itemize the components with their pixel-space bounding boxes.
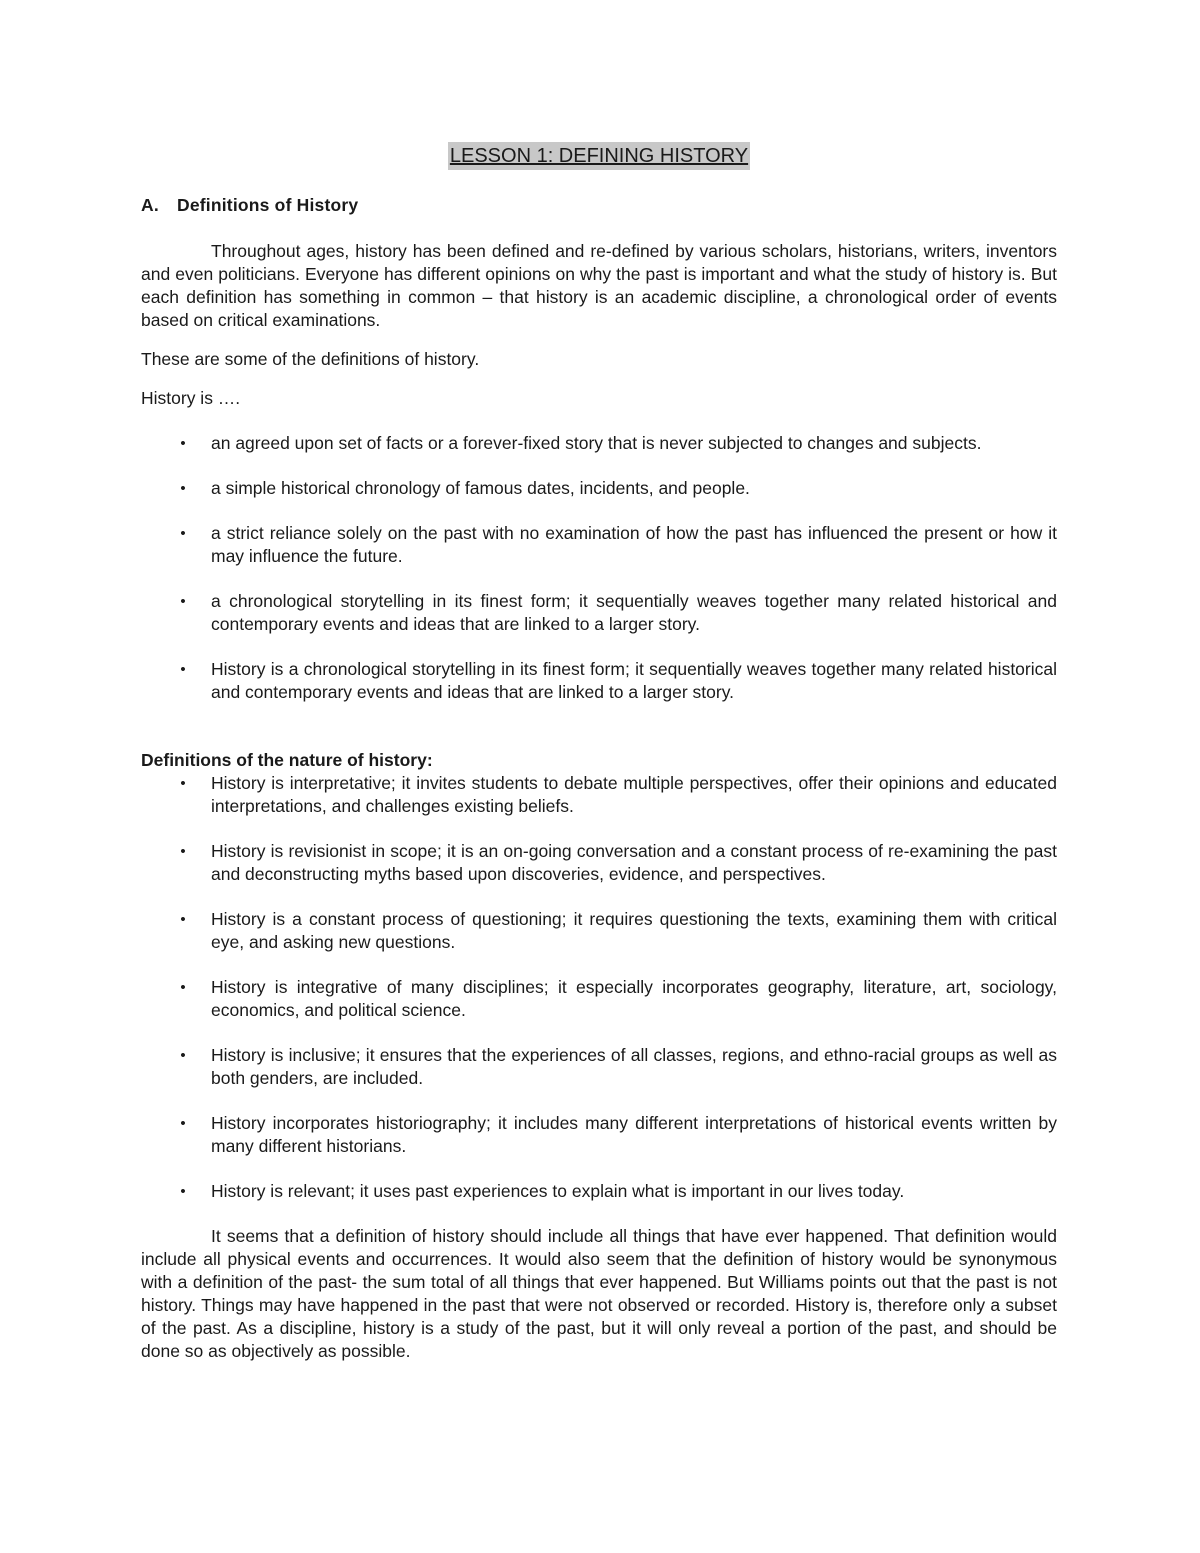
title-wrapper (141, 142, 1057, 170)
list-item-text: History is revisionist in scope; it is an on-going conversation and a constant process of re-examining the past and deconstructing myths based upon discoveries, evidence, and perspectives. (211, 841, 1057, 884)
list-item-text: History is inclusive; it ensures that the experiences of all classes, regions, and ethno-racial groups as well as both genders, are included. (211, 1045, 1057, 1088)
list-item (141, 432, 1057, 455)
list-item (141, 976, 1057, 1022)
bullet-icon: • (180, 480, 186, 497)
intro-paragraph: Throughout ages, history has been defined and re-defined by various scholars, historians, writers, inventors and even politicians. Everyone has different opinions on why the past is important and what the study of history is. But each definition has something in common – that history is an academic discipline, a chronological order of events based on critical examinations. (141, 241, 1057, 330)
list-item (141, 908, 1057, 954)
list-item-text: History is relevant; it uses past experiences to explain what is important in our lives today. (211, 1181, 905, 1201)
list-item-text: History incorporates historiography; it includes many different interpretations of historical events written by many different historians. (211, 1113, 1057, 1156)
bullet-icon: • (180, 1183, 186, 1200)
list-item (141, 658, 1057, 704)
section-a-heading (141, 194, 1057, 217)
bullet-icon: • (180, 661, 186, 678)
list-item (141, 477, 1057, 500)
list-item (141, 1044, 1057, 1090)
bullet-icon: • (180, 775, 186, 792)
list-item (141, 772, 1057, 818)
list-item-text: a simple historical chronology of famous dates, incidents, and people. (211, 478, 750, 498)
list-item-text: History is a constant process of questioning; it requires questioning the texts, examining them with critical eye, and asking new questions. (211, 909, 1057, 952)
list-item-text: a chronological storytelling in its finest form; it sequentially weaves together many related historical and contemporary events and ideas that are linked to a larger story. (211, 591, 1057, 634)
list-item (141, 590, 1057, 636)
list-item (141, 1180, 1057, 1203)
list-item (141, 840, 1057, 886)
list-item-text: an agreed upon set of facts or a forever-fixed story that is never subjected to changes and subjects. (211, 433, 982, 453)
list-item-text: History is a chronological storytelling in its finest form; it sequentially weaves together many related historical and contemporary events and ideas that are linked to a larger story. (211, 659, 1057, 702)
nature-list (141, 772, 1057, 1203)
history-is-label: History is …. (141, 388, 241, 408)
bullet-icon: • (180, 1115, 186, 1132)
bullet-icon: • (180, 979, 186, 996)
list-item-text: History is integrative of many disciplines; it especially incorporates geography, literature, art, sociology, economics, and political science. (211, 977, 1057, 1020)
bullet-icon: • (180, 525, 186, 542)
definitions-list (141, 432, 1057, 704)
section-heading-text: Definitions of History (177, 195, 359, 215)
list-item-text: a strict reliance solely on the past with no examination of how the past has influenced the present or how it may influence the future. (211, 523, 1057, 566)
lesson-title: LESSON 1: DEFINING HISTORY (448, 142, 750, 170)
section-letter: A. (141, 195, 159, 215)
bullet-icon: • (180, 435, 186, 452)
list-item (141, 1112, 1057, 1158)
bullet-icon: • (180, 843, 186, 860)
nature-heading: Definitions of the nature of history: (141, 750, 433, 770)
list-item-text: History is interpretative; it invites students to debate multiple perspectives, offer their opinions and educated interpretations, and challenges existing beliefs. (211, 773, 1057, 816)
bullet-icon: • (180, 593, 186, 610)
closing-paragraph: It seems that a definition of history should include all things that have ever happened. That definition would include all physical events and occurrences. It would also seem that the definition of history would be synonymous with a definition of the past- the sum total of all things that ever happened. But Williams points out that the past is not history. Things may have happened in the past that were not observed or recorded. History is, therefore only a subset of the past. As a discipline, history is a study of the past, but it will only reveal a portion of the past, and should be done so as objectively as possible. (141, 1226, 1057, 1361)
bullet-icon: • (180, 1047, 186, 1064)
bullet-icon: • (180, 911, 186, 928)
list-item (141, 522, 1057, 568)
definitions-lead: These are some of the definitions of history. (141, 349, 480, 369)
document-page (141, 142, 1057, 1363)
